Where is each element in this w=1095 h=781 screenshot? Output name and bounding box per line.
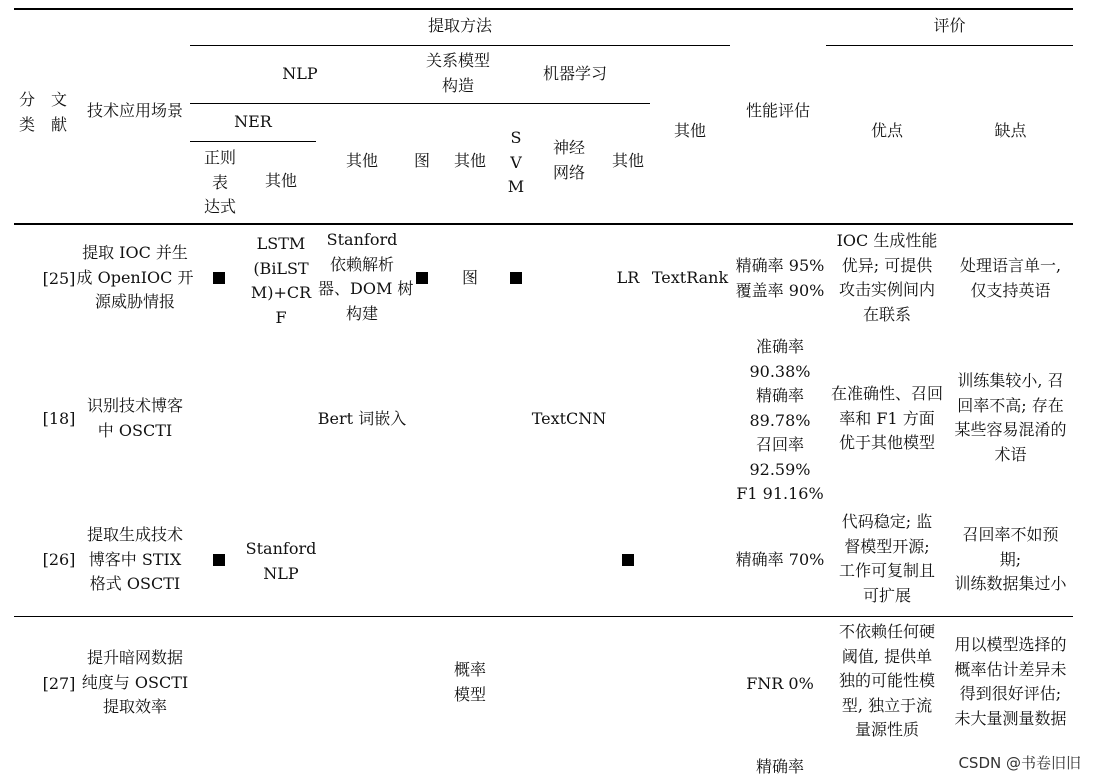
table-row-ner-other: LSTM (BiLST M)+CR F bbox=[250, 234, 312, 327]
table-row-ref: [18] bbox=[42, 409, 76, 428]
table-row-performance: 准确率 90.38% 精确率 89.78% 召回率 92.59% F1 91.16% bbox=[736, 337, 824, 503]
table-row-ref: [25] bbox=[42, 269, 76, 288]
graph-marker bbox=[416, 272, 428, 284]
table-row-ref: [27] bbox=[42, 674, 76, 693]
evaluation-rule bbox=[826, 45, 1073, 46]
header-other: 其他 bbox=[673, 121, 706, 140]
header-performance: 性能评估 bbox=[745, 101, 810, 120]
header-ner: NER bbox=[234, 112, 272, 131]
table-row-performance: 精确率 95% 覆盖率 90% bbox=[735, 256, 825, 300]
table-row-cons: 训练集较小, 召 回率不高; 存在 某些容易混淆的 术语 bbox=[954, 371, 1067, 464]
table-row-cons: 处理语言单一, 仅支持英语 bbox=[959, 256, 1062, 300]
header-rel-other: 其他 bbox=[453, 151, 486, 170]
table-row-cons: 用以模型选择的 概率估计差异未 得到很好评估; 未大量测量数据 bbox=[954, 635, 1067, 728]
table-row-pros: 在准确性、召回 率和 F1 方面 优于其他模型 bbox=[830, 384, 943, 452]
table-row-pros: 代码稳定; 监 督模型开源; 工作可复制且 可扩展 bbox=[838, 512, 935, 605]
extract-method-rule bbox=[190, 45, 730, 46]
table-row-performance: 精确率 70% bbox=[735, 550, 825, 569]
table-row-nlp-other: Bert 词嵌入 bbox=[317, 409, 407, 428]
header-extract-method: 提取方法 bbox=[427, 16, 492, 35]
csdn-watermark: CSDN @书卷旧旧 bbox=[958, 754, 1081, 772]
table-row-performance: FNR 0% bbox=[746, 674, 814, 693]
header-machine-learning: 机器学习 bbox=[542, 64, 607, 83]
nlp-rule bbox=[190, 103, 650, 104]
header-ner-other: 其他 bbox=[264, 171, 297, 190]
table-row-scene: 提取生成技术 博客中 STIX 格式 OSCTI bbox=[86, 525, 183, 593]
ner-rule bbox=[190, 141, 316, 142]
table-row-rel-other: 图 bbox=[461, 268, 478, 287]
header-neural-network: 神经 网络 bbox=[552, 138, 585, 182]
header-reference: 文 献 bbox=[50, 90, 67, 134]
svm-marker bbox=[510, 272, 522, 284]
header-cons: 缺点 bbox=[994, 121, 1027, 140]
table-row-performance: 精确率 bbox=[755, 757, 804, 776]
header-nlp: NLP bbox=[282, 64, 318, 83]
header-ml-other: 其他 bbox=[611, 151, 644, 170]
table-row-other: TextRank bbox=[651, 268, 729, 287]
table-row-scene: 提升暗网数据 纯度与 OSCTI 提取效率 bbox=[81, 648, 189, 716]
header-evaluation: 评价 bbox=[933, 16, 966, 35]
table-row-scene: 识别技术博客 中 OSCTI bbox=[86, 396, 183, 440]
header-regex: 正则 表 达式 bbox=[203, 148, 236, 216]
top-rule bbox=[14, 8, 1073, 10]
table-row-pros: IOC 生成性能 优异; 可提供 攻击实例间内 在联系 bbox=[836, 231, 938, 324]
header-graph: 图 bbox=[413, 151, 430, 170]
table-row-ner-other: Stanford NLP bbox=[245, 539, 317, 583]
regex-marker bbox=[213, 554, 225, 566]
group-separator-rule bbox=[14, 616, 1073, 617]
table-row-neural-network: TextCNN bbox=[531, 409, 607, 428]
header-svm: S V M bbox=[507, 128, 525, 196]
header-pros: 优点 bbox=[870, 121, 903, 140]
table-row-nlp-other: Stanford 依赖解析 器、DOM 树 构建 bbox=[318, 230, 414, 323]
table-row-ml-other: LR bbox=[616, 268, 640, 287]
header-nlp-other: 其他 bbox=[345, 151, 378, 170]
ml-other-marker bbox=[622, 554, 634, 566]
regex-marker bbox=[213, 272, 225, 284]
header-scene: 技术应用场景 bbox=[86, 101, 183, 120]
table-row-pros: 不依赖任何硬 阈值, 提供单 独的可能性模 型, 独立于流 量源性质 bbox=[838, 622, 935, 739]
header-relation-model: 关系模型 构造 bbox=[425, 51, 490, 95]
table-row-ref: [26] bbox=[42, 550, 76, 569]
table-row-scene: 提取 IOC 并生 成 OpenIOC 开 源威胁情报 bbox=[76, 243, 194, 311]
header-category: 分 类 bbox=[18, 90, 35, 134]
table-row-cons: 召回率不如预 期; 训练数据集过小 bbox=[954, 525, 1067, 593]
table-row-rel-other: 概率 模型 bbox=[453, 660, 486, 704]
header-bottom-rule bbox=[14, 223, 1073, 225]
